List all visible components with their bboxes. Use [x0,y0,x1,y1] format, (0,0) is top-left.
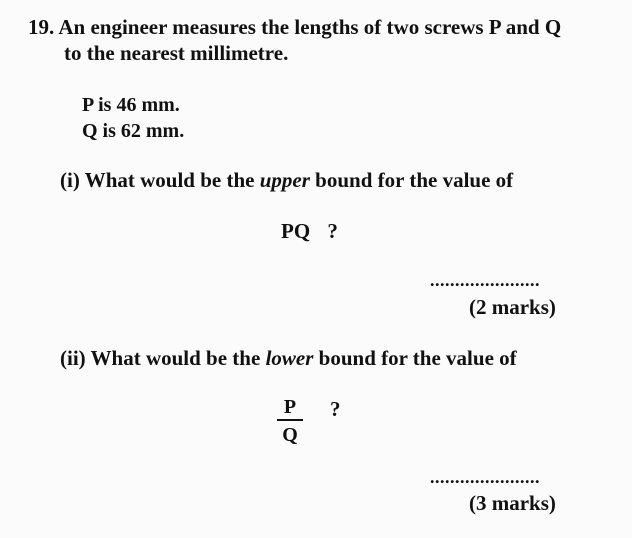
question-text-line-2: to the nearest millimetre. [64,41,289,65]
fraction-numerator: P [283,396,297,418]
part-i-expression [281,219,338,243]
part-i-suffix: bound for the value of [315,168,514,192]
fraction-p-over-q [275,396,305,446]
measurement-p: P is 46 mm. [82,94,180,116]
part-ii-marks: (3 marks) [469,491,556,515]
fraction-denominator: Q [282,424,298,446]
question-number: 19. [28,15,55,39]
part-i-question [60,168,513,192]
part-i-expression-text: PQ [281,219,311,243]
measurement-q: Q is 62 mm. [82,120,185,142]
part-ii-label: (ii) [60,346,86,370]
part-i-marks: (2 marks) [469,295,556,319]
part-ii-prefix: What would be the [90,346,261,370]
question-header [28,15,561,39]
fraction-bar [277,419,303,421]
part-i-emphasis: upper [259,168,310,192]
part-ii-emphasis: lower [265,346,314,370]
part-i-label: (i) [60,168,80,192]
part-i-prefix: What would be the [84,168,255,192]
part-ii-question-mark: ? [330,397,341,421]
question-text-line-1: An engineer measures the lengths of two screws P and Q [58,15,562,39]
part-i-answer-line[interactable]: ...................... [430,270,540,290]
part-ii-answer-line[interactable]: ...................... [430,467,540,487]
part-i-question-mark: ? [327,219,338,243]
part-ii-question [60,346,517,370]
part-ii-suffix: bound for the value of [318,346,517,370]
